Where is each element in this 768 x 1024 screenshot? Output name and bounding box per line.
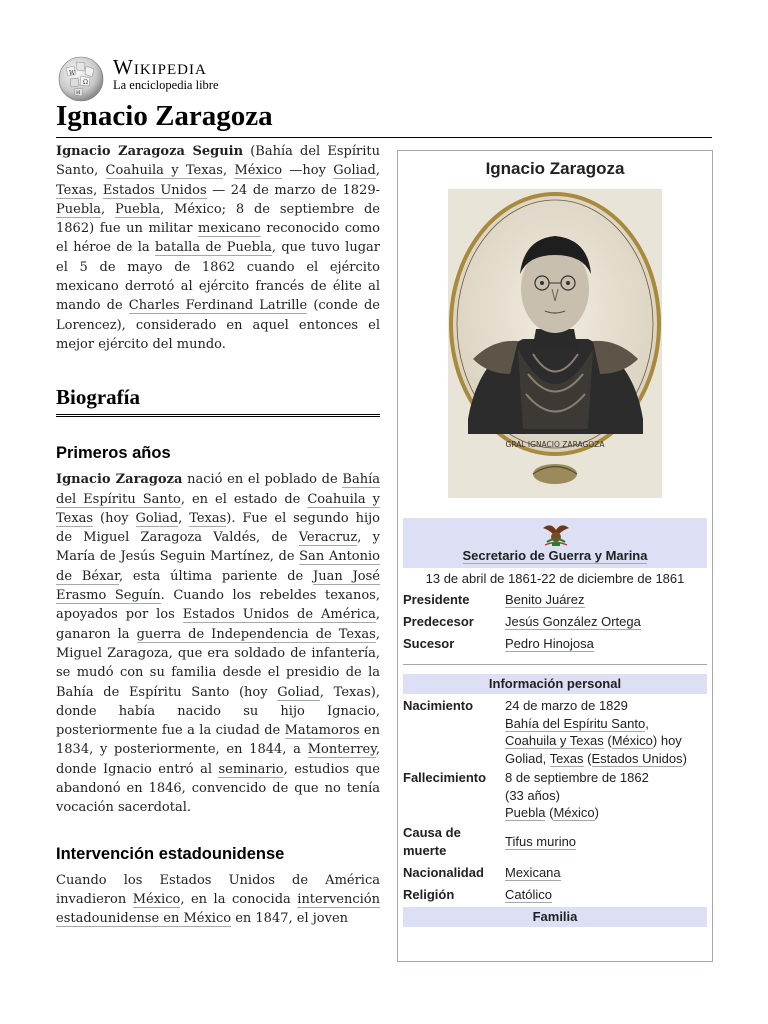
infobox-divider bbox=[403, 664, 707, 665]
text-run: Cuando los Estados Unidos de América invadieron bbox=[56, 872, 380, 907]
wiki-link[interactable]: Juan José Erasmo Seguín bbox=[56, 568, 380, 604]
wiki-link[interactable]: Católico bbox=[505, 887, 552, 902]
wikipedia-wordmark[interactable] bbox=[113, 56, 219, 92]
title-divider bbox=[56, 137, 712, 138]
portrait-caption: GRAL IGNACIO ZARAGOZA bbox=[505, 440, 605, 449]
portrait-image[interactable] bbox=[448, 189, 662, 498]
text-run: , bbox=[222, 163, 235, 179]
wiki-link[interactable]: batalla de Puebla bbox=[154, 240, 272, 256]
text-run: , esta última pariente de bbox=[118, 568, 314, 584]
wiki-link[interactable]: San Antonio de Béxar bbox=[56, 549, 380, 584]
row-value bbox=[505, 886, 707, 904]
text-run: , Texas), donde había nacido su hijo Ignacio, posteriormente fue a la ciudad de bbox=[56, 684, 380, 739]
text-run: , bbox=[375, 163, 381, 179]
row-value bbox=[505, 769, 707, 822]
wiki-link[interactable]: mexicano bbox=[198, 221, 261, 237]
text-run: ) bbox=[682, 750, 687, 766]
svg-text:W: W bbox=[69, 70, 76, 77]
personal-info-header: Información personal bbox=[403, 674, 707, 694]
row-value bbox=[505, 635, 707, 653]
wiki-link[interactable]: Pedro Hinojosa bbox=[505, 636, 594, 651]
text-run: 24 de marzo de 1829 bbox=[505, 698, 628, 713]
row-value bbox=[505, 591, 707, 609]
row-label: Religión bbox=[403, 887, 455, 902]
text-run: en 1847, el joven bbox=[231, 911, 349, 927]
wiki-link[interactable]: Coahuila y Texas bbox=[56, 491, 380, 526]
text-run: ). Fue el segundo hijo de Miguel Zaragoza Valdés, de bbox=[56, 510, 381, 546]
text-run: , estudios que abandonó en 1846, convencido de que no tenía vocación sacerdotal. bbox=[56, 761, 380, 816]
row-label: Nacionalidad bbox=[403, 865, 484, 880]
office-title bbox=[403, 548, 707, 563]
text-run: , bbox=[178, 510, 190, 526]
wiki-link[interactable]: Veracruz bbox=[298, 530, 358, 546]
row-value bbox=[505, 613, 707, 631]
svg-text:Ω: Ω bbox=[83, 79, 88, 86]
text-run: (Bahía del Espíritu Santo, bbox=[56, 144, 380, 179]
office-header bbox=[403, 518, 707, 568]
wiki-link[interactable]: Texas bbox=[549, 750, 584, 766]
text-run: (conde de Lorencez), considerado en aquel entonces el mejor ejército del mundo. bbox=[56, 298, 380, 352]
text-run: nació en el poblado de bbox=[182, 472, 343, 488]
wiki-link[interactable]: guerra de Independencia de Texas bbox=[136, 626, 376, 642]
text-run: , México; 8 de septiembre de 1862) fue un militar bbox=[56, 201, 381, 237]
page-title: Ignacio Zaragoza bbox=[56, 100, 273, 132]
wiki-link[interactable]: Goliad bbox=[135, 510, 179, 526]
text-run: ( bbox=[603, 733, 612, 748]
subsection-heading-primeros-anos: Primeros años bbox=[56, 444, 171, 463]
text-run: ) bbox=[594, 805, 599, 820]
wiki-link[interactable]: Texas bbox=[189, 510, 227, 526]
row-value bbox=[505, 833, 707, 851]
subsection-heading-intervencion: Intervención estadounidense bbox=[56, 844, 285, 863]
wiki-link[interactable]: México bbox=[553, 805, 595, 820]
text-run: , ganaron la bbox=[56, 607, 380, 642]
intro-paragraph bbox=[56, 142, 380, 354]
wiki-link[interactable]: Mexicana bbox=[505, 865, 561, 880]
svg-text:И: И bbox=[76, 90, 81, 96]
row-value bbox=[505, 697, 707, 767]
text-run: , y María de Jesús Seguin Martínez, de bbox=[56, 530, 381, 565]
wiki-link[interactable]: Matamoros bbox=[284, 723, 360, 739]
row-label: Presidente bbox=[403, 592, 470, 607]
text-run: ) hoy bbox=[652, 733, 682, 748]
text-run: reconocido como el héroe de la bbox=[56, 221, 380, 256]
wiki-link[interactable]: Estados Unidos de América bbox=[182, 607, 376, 623]
row-label: Nacimiento bbox=[403, 698, 474, 713]
row-label: Sucesor bbox=[403, 636, 455, 651]
text-run: , bbox=[93, 182, 103, 198]
wiki-link[interactable]: Puebla bbox=[56, 201, 102, 217]
text-run: — 24 de marzo de 1829- bbox=[206, 182, 381, 198]
text-run: , en el estado de bbox=[180, 491, 308, 507]
text-run: ( bbox=[545, 805, 554, 820]
text-run: , en la conocida bbox=[180, 891, 298, 907]
wiki-link[interactable]: México bbox=[611, 733, 653, 748]
text-run: (hoy bbox=[93, 510, 136, 526]
text-run: , bbox=[101, 201, 116, 217]
section-heading-biografia: Biografía bbox=[56, 384, 380, 417]
wiki-link[interactable]: Monterrey bbox=[307, 742, 376, 758]
wikipedia-globe-logo[interactable] bbox=[56, 54, 106, 104]
infobox-title: Ignacio Zaragoza bbox=[485, 159, 625, 178]
intervencion-paragraph bbox=[56, 871, 380, 929]
infobox bbox=[397, 150, 713, 962]
text-run: —hoy bbox=[282, 163, 334, 179]
wiki-link[interactable]: Puebla bbox=[505, 805, 546, 820]
office-title-link[interactable]: Secretario de Guerra y Marina bbox=[462, 548, 648, 563]
bold-text: Ignacio Zaragoza bbox=[56, 472, 183, 488]
wiki-link[interactable]: Goliad bbox=[333, 163, 376, 179]
wiki-link[interactable]: Estados Unidos bbox=[102, 182, 207, 198]
text-run: Goliad, bbox=[505, 750, 550, 766]
brand-name: Wikipedia bbox=[113, 55, 207, 79]
wiki-link[interactable]: México bbox=[132, 891, 181, 907]
wiki-link[interactable]: Puebla bbox=[115, 201, 161, 217]
family-header: Familia bbox=[403, 907, 707, 927]
wiki-link[interactable]: Goliad bbox=[277, 684, 320, 700]
text-run: 8 de septiembre de 1862 bbox=[505, 770, 649, 785]
brand-tagline: La enciclopedia libre bbox=[113, 78, 219, 92]
wiki-link[interactable]: Charles Ferdinand Latrille bbox=[128, 298, 308, 314]
text-run: , que tuvo lugar el 5 de mayo de 1862 cuando el ejército mexicano derrotó al ejército francés de élite al mando de bbox=[56, 240, 380, 314]
office-term: 13 de abril de 1861-22 de diciembre de 1861 bbox=[425, 571, 685, 586]
wiki-link[interactable]: Tifus murino bbox=[505, 834, 577, 849]
wiki-link[interactable]: Estados Unidos bbox=[591, 750, 683, 766]
row-label: Fallecimiento bbox=[403, 770, 487, 785]
text-run: . Cuando los rebeldes texanos, apoyados por los bbox=[56, 588, 380, 623]
wiki-link[interactable]: Bahía del Espíritu Santo bbox=[505, 715, 646, 731]
wiki-link[interactable]: Jesús González Ortega bbox=[505, 614, 641, 629]
mexico-coat-of-arms-icon bbox=[539, 520, 573, 548]
article-body bbox=[56, 142, 380, 929]
wiki-link[interactable]: Coahuila y Texas bbox=[505, 733, 604, 748]
row-value bbox=[505, 864, 707, 882]
wiki-link[interactable]: Texas bbox=[56, 182, 94, 198]
text-run: , bbox=[645, 715, 649, 731]
primeros-anos-paragraph bbox=[56, 470, 380, 817]
text-run: ( bbox=[583, 750, 592, 766]
wiki-link[interactable]: Benito Juárez bbox=[505, 592, 585, 607]
bold-text: Ignacio Zaragoza Seguin bbox=[56, 144, 244, 159]
text-run: , donde Ignacio entró al bbox=[56, 742, 380, 777]
wiki-link[interactable]: seminario bbox=[218, 761, 284, 777]
wiki-link[interactable]: intervención estadounidense en México bbox=[56, 891, 380, 927]
wiki-link[interactable]: Coahuila y Texas bbox=[105, 163, 223, 179]
row-label: Causa de muerte bbox=[403, 825, 461, 858]
wiki-link[interactable]: México bbox=[234, 163, 283, 179]
wiki-link[interactable]: Bahía del Espíritu Santo bbox=[56, 472, 380, 507]
text-run: , Miguel Zaragoza, que era soldado de infantería, se mudó con su familia desde el presidio de la Bahía de Espíritu Santo (hoy bbox=[56, 626, 380, 700]
row-label: Predecesor bbox=[403, 614, 474, 629]
text-run: en 1834, y posteriormente, en 1844, a bbox=[56, 723, 380, 758]
text-run: (33 años) bbox=[505, 787, 560, 803]
